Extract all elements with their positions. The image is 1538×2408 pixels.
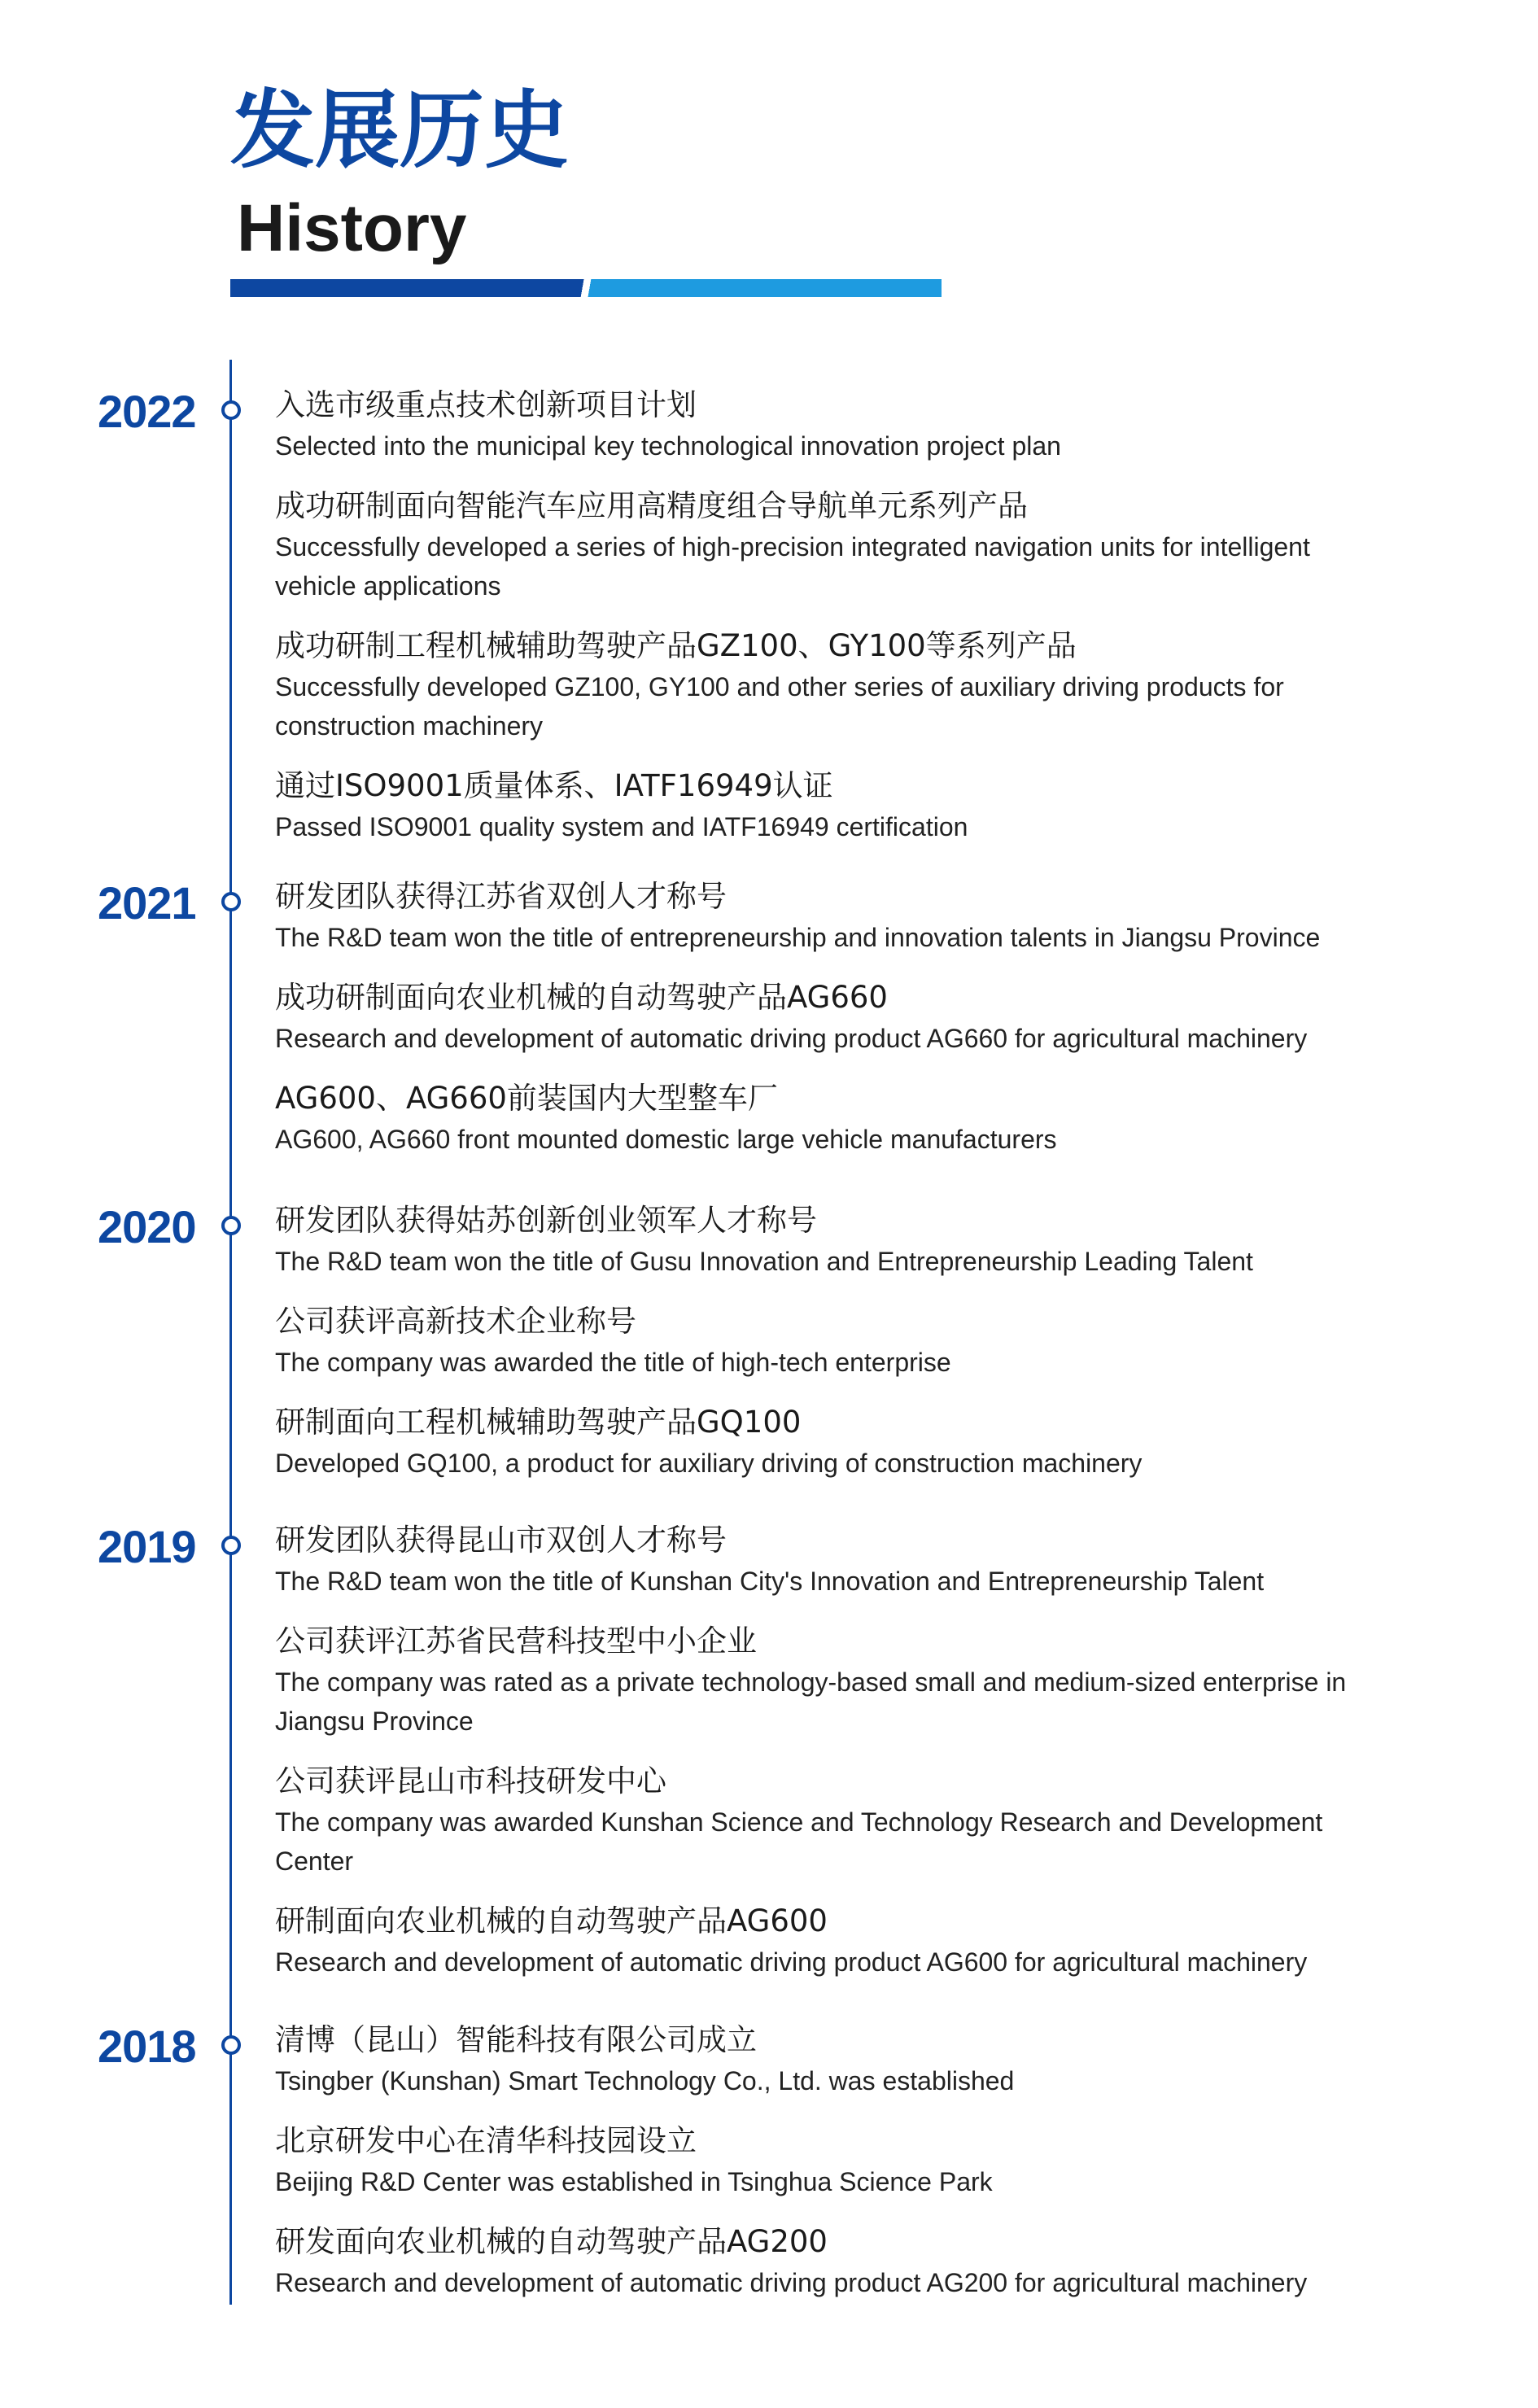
- year-label: 2020: [98, 1201, 196, 1252]
- milestone-item: [275, 1620, 1382, 1741]
- milestone-item: [275, 1519, 1382, 1601]
- milestone-title-cn: 研发团队获得昆山市双创人才称号: [275, 1523, 727, 1558]
- timeline-dot-icon: [221, 2035, 241, 2055]
- milestone-description-en: Selected into the municipal key technological innovation project plan: [275, 431, 1061, 461]
- milestone-list: [275, 2019, 1382, 2322]
- milestone-item: [275, 977, 1382, 1058]
- milestone-item: [275, 1900, 1382, 1982]
- milestone-description-en: Successfully developed GZ100, GY100 and other series of auxiliary driving products for construction machinery: [275, 672, 1284, 741]
- milestone-title-cn: 清博（昆山）智能科技有限公司成立: [275, 2022, 757, 2057]
- milestone-title-cn: 成功研制面向农业机械的自动驾驶产品AG660: [275, 980, 888, 1015]
- timeline-dot-icon: [221, 1216, 241, 1235]
- milestone-title-cn: 研发面向农业机械的自动驾驶产品AG200: [275, 2224, 828, 2259]
- milestone-description-en: The R&D team won the title of Kunshan City's Innovation and Entrepreneurship Talent: [275, 1567, 1265, 1596]
- milestone-title-cn: 研发团队获得江苏省双创人才称号: [275, 879, 727, 914]
- milestone-description-en: Research and development of automatic driving product AG660 for agricultural machinery: [275, 1024, 1308, 1053]
- milestone-description-en: AG600, AG660 front mounted domestic large vehicle manufacturers: [275, 1125, 1057, 1154]
- timeline-line: [229, 360, 232, 2305]
- milestone-list: [275, 384, 1382, 866]
- milestone-description-en: The company was awarded Kunshan Science and Technology Research and Development Center: [275, 1807, 1323, 1876]
- milestone-description-en: Research and development of automatic driving product AG600 for agricultural machinery: [275, 1947, 1308, 1977]
- milestone-title-cn: 公司获评江苏省民营科技型中小企业: [275, 1624, 757, 1659]
- milestone-title-cn: 公司获评高新技术企业称号: [275, 1304, 636, 1339]
- year-label: 2022: [98, 386, 196, 437]
- milestone-list: [275, 876, 1382, 1178]
- milestone-title-cn: 成功研制面向智能汽车应用高精度组合导航单元系列产品: [275, 488, 1028, 523]
- year-label: 2021: [98, 877, 196, 929]
- milestone-title-cn: 研发团队获得姑苏创新创业领军人才称号: [275, 1203, 817, 1238]
- milestone-description-en: Successfully developed a series of high-precision integrated navigation units for intelligent vehicle applications: [275, 532, 1310, 601]
- timeline-dot-icon: [221, 1536, 241, 1555]
- milestone-item: [275, 1077, 1382, 1159]
- milestone-item: [275, 384, 1382, 465]
- milestone-description-en: Developed GQ100, a product for auxiliary driving of construction machinery: [275, 1449, 1143, 1478]
- milestone-item: [275, 625, 1382, 745]
- milestone-description-en: Research and development of automatic driving product AG200 for agricultural machinery: [275, 2268, 1308, 2297]
- milestone-title-cn: 通过ISO9001质量体系、IATF16949认证: [275, 768, 833, 803]
- milestone-item: [275, 485, 1382, 605]
- milestone-list: [275, 1519, 1382, 2001]
- milestone-description-en: The R&D team won the title of Gusu Innovation and Entrepreneurship Leading Talent: [275, 1247, 1253, 1276]
- milestone-description-en: Beijing R&D Center was established in Tsinghua Science Park: [275, 2167, 993, 2196]
- page-title: 发展历史: [230, 81, 570, 180]
- milestone-title-cn: 成功研制工程机械辅助驾驶产品GZ100、GY100等系列产品: [275, 628, 1077, 663]
- milestone-item: [275, 765, 1382, 846]
- milestone-title-cn: AG600、AG660前装国内大型整车厂: [275, 1081, 778, 1116]
- milestone-item: [275, 1760, 1382, 1881]
- milestone-item: [275, 1401, 1382, 1483]
- milestone-title-cn: 入选市级重点技术创新项目计划: [275, 387, 697, 422]
- page-subtitle: History: [237, 191, 467, 265]
- milestone-title-cn: 研制面向农业机械的自动驾驶产品AG600: [275, 1903, 828, 1938]
- milestone-item: [275, 876, 1382, 957]
- milestone-item: [275, 1300, 1382, 1382]
- year-label: 2019: [98, 1521, 196, 1572]
- year-label: 2018: [98, 2021, 196, 2072]
- milestone-description-en: The company was awarded the title of high-tech enterprise: [275, 1348, 951, 1377]
- milestone-item: [275, 2019, 1382, 2100]
- timeline-dot-icon: [221, 892, 241, 911]
- milestone-description-en: Tsingber (Kunshan) Smart Technology Co., Ltd. was established: [275, 2066, 1015, 2096]
- milestone-item: [275, 1200, 1382, 1281]
- milestone-item: [275, 2120, 1382, 2201]
- milestone-title-cn: 北京研发中心在清华科技园设立: [275, 2123, 697, 2158]
- milestone-description-en: The R&D team won the title of entrepreneurship and innovation talents in Jiangsu Province: [275, 923, 1321, 952]
- milestone-item: [275, 2221, 1382, 2302]
- milestone-title-cn: 公司获评昆山市科技研发中心: [275, 1763, 666, 1798]
- timeline-dot-icon: [221, 400, 241, 420]
- milestone-title-cn: 研制面向工程机械辅助驾驶产品GQ100: [275, 1405, 802, 1440]
- milestone-list: [275, 1200, 1382, 1502]
- milestone-description-en: The company was rated as a private technology-based small and medium-sized enterprise in Jiangsu Province: [275, 1667, 1347, 1736]
- title-underline-bar: [230, 279, 942, 297]
- milestone-description-en: Passed ISO9001 quality system and IATF16949 certification: [275, 812, 968, 841]
